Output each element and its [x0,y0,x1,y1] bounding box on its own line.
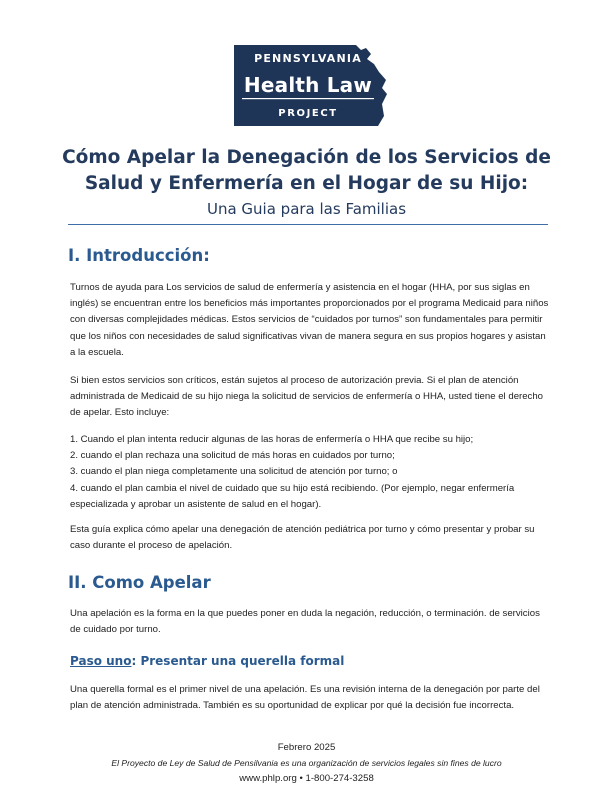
logo-line-state: PENNSYLVANIA [254,52,362,65]
list-item: 4. cuando el plan cambia el nivel de cuidado que su hijo está recibiendo. (Por ejemplo, negar enfermería especializada y aprobar un asistente de salud en el hogar). [70,482,515,510]
list-item: 2. cuando el plan rechaza una solicitud de más horas en cuidados por turno; [70,450,395,462]
phlp-logo [228,42,388,130]
appeal-paragraph-2: Una querella formal es el primer nivel de una apelación. Es una revisión interna de la denegación por parte del plan de atención administrada. También es su oportunidad de explicar por qué la decisión fue incorrecta. [70,684,540,712]
section-heading-introduction: I. Introducción: [68,246,210,265]
intro-paragraph-1: Turnos de ayuda para Los servicios de salud de enfermería y asistencia en el hogar (HHA, por sus siglas en inglés) se encuentran entre los beneficios más importantes proporcionados por el programa Medicaid para niños con diversas complejidades médicas. Estos servicios de “cuidados por turnos” son fundamentales para permitir que los niños con necesidades de salud significativas vivan de manera segura en sus propios hogares y asistan a la escuela. [70,282,549,358]
list-item: 1. Cuando el plan intenta reducir algunas de las horas de enfermería o HHA que recibe su hijo; [70,434,474,445]
logo-line-name: Health Law [243,73,373,97]
document-title: Cómo Apelar la Denegación de los Servicios de Salud y Enfermería en el Hogar de su Hijo: [62,147,551,194]
appeal-paragraph-1: Una apelación es la forma en la que puedes poner en duda la negación, reducción, o terminación. de servicios de cuidado por turno. [70,608,540,636]
step-one-label: Paso uno [70,654,132,668]
section-heading-how-to-appeal: II. Como Apelar [68,573,211,592]
footer-contact: www.phlp.org • 1-800-274-3258 [239,773,374,784]
intro-paragraph-3: Esta guía explica cómo apelar una denegación de atención pediátrica por turno y cómo presentar y probar su caso durante el proceso de apelación. [70,524,535,552]
intro-paragraph-2: Si bien estos servicios son críticos, están sujetos al proceso de autorización previa. Si el plan de atención administrada de Medicaid de su hijo niega la solicitud de servicios de enfermería o HHA, usted tiene el derecho de apelar. Esto incluye: [70,375,544,419]
document-subtitle: Una Guia para las Familias [206,200,407,218]
appeal-cases-list [70,432,550,513]
step-one-heading [70,654,344,668]
logo-line-project: PROJECT [278,108,338,119]
footer-org: El Proyecto de Ley de Salud de Pensilvania es una organización de servicios legales sin fines de lucro [111,758,502,768]
footer-date: Febrero 2025 [277,742,336,753]
list-item: 3. cuando el plan niega completamente una solicitud de atención por turno; o [70,466,398,478]
title-divider [68,224,548,225]
step-one-title: : Presentar una querella formal [131,654,345,668]
